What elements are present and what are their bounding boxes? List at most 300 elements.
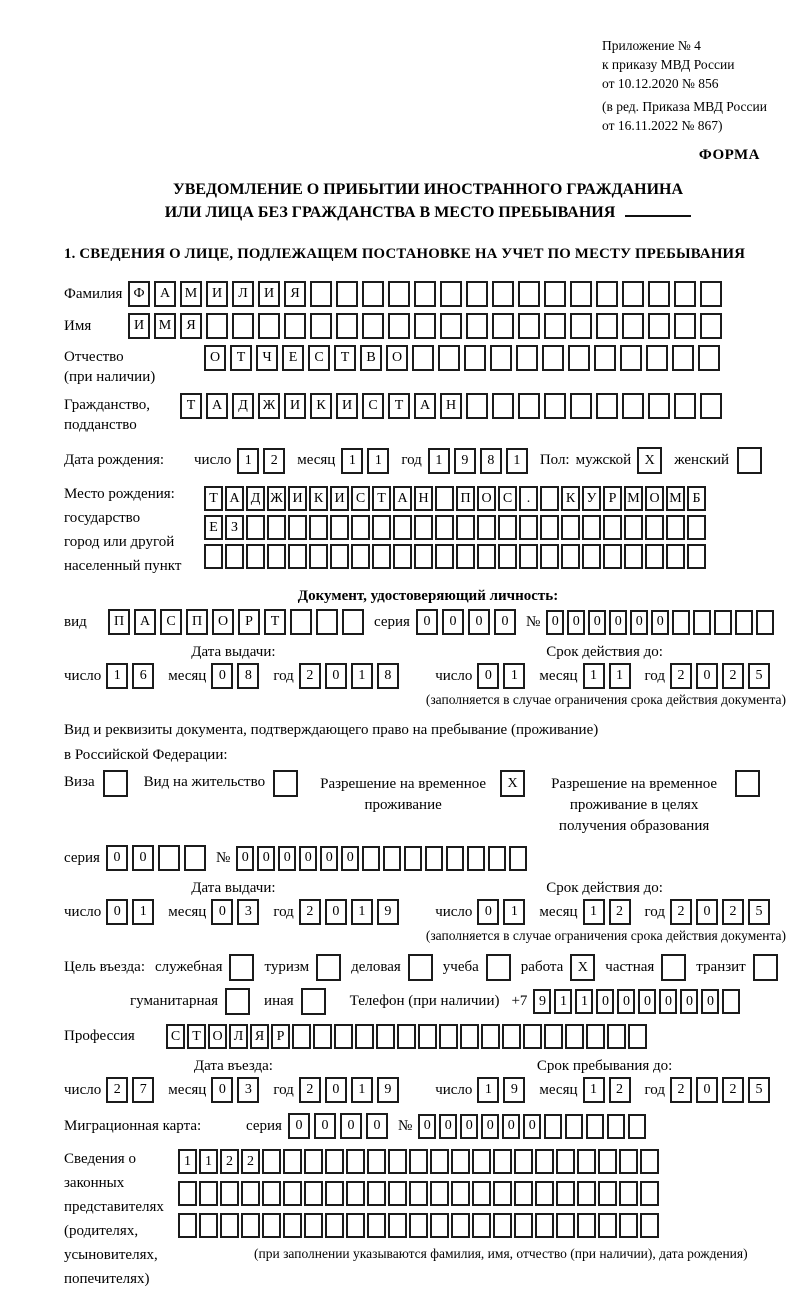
form-cell[interactable]: 9 <box>533 989 551 1014</box>
form-cell[interactable] <box>310 313 332 339</box>
form-cell[interactable] <box>514 1213 533 1238</box>
form-cell[interactable]: Е <box>282 345 304 371</box>
form-cell[interactable]: Р <box>271 1024 290 1049</box>
form-cell[interactable] <box>640 1181 659 1206</box>
form-cell[interactable] <box>624 544 643 569</box>
form-cell[interactable]: 0 <box>325 899 347 925</box>
form-cell[interactable]: 0 <box>299 846 317 871</box>
form-cell[interactable] <box>362 846 380 871</box>
form-cell[interactable]: 1 <box>341 448 363 474</box>
edu-permit-checkbox[interactable] <box>735 770 760 797</box>
form-cell[interactable]: У <box>582 486 601 511</box>
form-cell[interactable]: Р <box>238 609 260 635</box>
form-cell[interactable]: 1 <box>237 448 259 474</box>
form-cell[interactable] <box>451 1181 470 1206</box>
form-cell[interactable] <box>325 1213 344 1238</box>
form-cell[interactable] <box>330 515 349 540</box>
form-cell[interactable] <box>518 281 540 307</box>
form-cell[interactable] <box>561 544 580 569</box>
form-cell[interactable] <box>288 544 307 569</box>
form-cell[interactable]: 0 <box>211 1077 233 1103</box>
form-cell[interactable]: 0 <box>696 663 718 689</box>
form-cell[interactable] <box>514 1149 533 1174</box>
form-cell[interactable] <box>535 1149 554 1174</box>
form-cell[interactable] <box>540 544 559 569</box>
form-cell[interactable] <box>206 313 228 339</box>
purpose-work-checkbox[interactable]: X <box>570 954 595 981</box>
form-cell[interactable] <box>472 1149 491 1174</box>
form-cell[interactable] <box>283 1181 302 1206</box>
form-cell[interactable]: С <box>160 609 182 635</box>
form-cell[interactable]: 1 <box>583 663 605 689</box>
form-cell[interactable]: 0 <box>477 899 499 925</box>
form-cell[interactable]: Р <box>603 486 622 511</box>
form-cell[interactable] <box>556 1213 575 1238</box>
residence-permit-checkbox[interactable] <box>273 770 298 797</box>
form-cell[interactable] <box>355 1024 374 1049</box>
form-cell[interactable] <box>488 846 506 871</box>
form-cell[interactable] <box>362 313 384 339</box>
form-cell[interactable] <box>425 846 443 871</box>
form-cell[interactable]: 1 <box>178 1149 197 1174</box>
form-cell[interactable] <box>481 1024 500 1049</box>
form-cell[interactable] <box>544 1024 563 1049</box>
form-cell[interactable] <box>700 313 722 339</box>
form-cell[interactable] <box>309 544 328 569</box>
form-cell[interactable] <box>698 345 720 371</box>
form-cell[interactable] <box>622 393 644 419</box>
form-cell[interactable] <box>439 1024 458 1049</box>
form-cell[interactable]: 1 <box>575 989 593 1014</box>
form-cell[interactable] <box>544 1114 562 1139</box>
form-cell[interactable]: 0 <box>314 1113 336 1139</box>
form-cell[interactable]: 0 <box>211 663 233 689</box>
form-cell[interactable] <box>596 313 618 339</box>
form-cell[interactable] <box>519 515 538 540</box>
form-cell[interactable]: 5 <box>748 1077 770 1103</box>
form-cell[interactable] <box>493 1181 512 1206</box>
form-cell[interactable] <box>435 486 454 511</box>
form-cell[interactable] <box>220 1213 239 1238</box>
form-cell[interactable]: А <box>134 609 156 635</box>
form-cell[interactable] <box>570 281 592 307</box>
form-cell[interactable] <box>258 313 280 339</box>
form-cell[interactable]: 0 <box>418 1114 436 1139</box>
form-cell[interactable]: 8 <box>480 448 502 474</box>
form-cell[interactable]: 0 <box>481 1114 499 1139</box>
form-cell[interactable]: 0 <box>696 1077 718 1103</box>
purpose-private-checkbox[interactable] <box>661 954 686 981</box>
form-cell[interactable] <box>687 544 706 569</box>
form-cell[interactable]: 0 <box>651 610 669 635</box>
form-cell[interactable]: 0 <box>477 663 499 689</box>
form-cell[interactable]: 2 <box>609 1077 631 1103</box>
form-cell[interactable] <box>310 281 332 307</box>
form-cell[interactable] <box>456 515 475 540</box>
form-cell[interactable] <box>556 1149 575 1174</box>
form-cell[interactable]: 1 <box>351 1077 373 1103</box>
form-cell[interactable] <box>376 1024 395 1049</box>
form-cell[interactable]: 9 <box>377 1077 399 1103</box>
form-cell[interactable] <box>467 846 485 871</box>
form-cell[interactable] <box>535 1181 554 1206</box>
form-cell[interactable] <box>648 313 670 339</box>
form-cell[interactable] <box>607 1024 626 1049</box>
form-cell[interactable] <box>624 515 643 540</box>
form-cell[interactable]: 2 <box>722 1077 744 1103</box>
form-cell[interactable]: 0 <box>502 1114 520 1139</box>
form-cell[interactable] <box>619 1149 638 1174</box>
form-cell[interactable] <box>607 1114 625 1139</box>
form-cell[interactable] <box>438 345 460 371</box>
form-cell[interactable] <box>492 393 514 419</box>
form-cell[interactable] <box>648 281 670 307</box>
form-cell[interactable]: Д <box>232 393 254 419</box>
form-cell[interactable]: Т <box>264 609 286 635</box>
form-cell[interactable] <box>472 1213 491 1238</box>
form-cell[interactable] <box>290 609 312 635</box>
form-cell[interactable]: О <box>645 486 664 511</box>
form-cell[interactable]: И <box>284 393 306 419</box>
form-cell[interactable] <box>570 313 592 339</box>
form-cell[interactable]: И <box>336 393 358 419</box>
form-cell[interactable]: К <box>561 486 580 511</box>
temp-permit-checkbox[interactable]: X <box>500 770 525 797</box>
form-cell[interactable]: 0 <box>546 610 564 635</box>
form-cell[interactable] <box>535 1213 554 1238</box>
form-cell[interactable]: 0 <box>609 610 627 635</box>
form-cell[interactable] <box>645 515 664 540</box>
form-cell[interactable]: . <box>519 486 538 511</box>
form-cell[interactable] <box>309 515 328 540</box>
form-cell[interactable]: К <box>310 393 332 419</box>
form-cell[interactable]: Л <box>229 1024 248 1049</box>
form-cell[interactable]: 0 <box>630 610 648 635</box>
form-cell[interactable] <box>456 544 475 569</box>
form-cell[interactable]: А <box>206 393 228 419</box>
form-cell[interactable] <box>225 544 244 569</box>
form-cell[interactable]: Т <box>230 345 252 371</box>
form-cell[interactable] <box>640 1149 659 1174</box>
form-cell[interactable]: В <box>360 345 382 371</box>
form-cell[interactable] <box>477 515 496 540</box>
purpose-tourism-checkbox[interactable] <box>316 954 341 981</box>
form-cell[interactable] <box>466 393 488 419</box>
form-cell[interactable]: 8 <box>377 663 399 689</box>
form-cell[interactable] <box>586 1114 604 1139</box>
form-cell[interactable] <box>325 1149 344 1174</box>
form-cell[interactable]: П <box>186 609 208 635</box>
form-cell[interactable] <box>414 544 433 569</box>
form-cell[interactable] <box>262 1149 281 1174</box>
sex-female-checkbox[interactable] <box>737 447 762 474</box>
form-cell[interactable] <box>430 1149 449 1174</box>
form-cell[interactable]: Т <box>334 345 356 371</box>
form-cell[interactable]: 0 <box>659 989 677 1014</box>
form-cell[interactable] <box>409 1181 428 1206</box>
form-cell[interactable] <box>304 1213 323 1238</box>
form-cell[interactable]: 1 <box>477 1077 499 1103</box>
form-cell[interactable] <box>241 1213 260 1238</box>
form-cell[interactable] <box>582 544 601 569</box>
form-cell[interactable] <box>362 281 384 307</box>
form-cell[interactable] <box>158 845 180 871</box>
form-cell[interactable] <box>451 1213 470 1238</box>
form-cell[interactable]: 0 <box>567 610 585 635</box>
form-cell[interactable]: 2 <box>220 1149 239 1174</box>
form-cell[interactable]: 0 <box>325 1077 347 1103</box>
form-cell[interactable]: Т <box>204 486 223 511</box>
form-cell[interactable] <box>304 1181 323 1206</box>
form-cell[interactable] <box>666 515 685 540</box>
form-cell[interactable]: 3 <box>237 1077 259 1103</box>
form-cell[interactable] <box>346 1181 365 1206</box>
form-cell[interactable] <box>514 1181 533 1206</box>
form-cell[interactable] <box>518 393 540 419</box>
form-cell[interactable] <box>565 1114 583 1139</box>
form-cell[interactable]: 0 <box>617 989 635 1014</box>
form-cell[interactable] <box>509 846 527 871</box>
form-cell[interactable]: С <box>362 393 384 419</box>
form-cell[interactable]: 1 <box>351 899 373 925</box>
form-cell[interactable]: С <box>308 345 330 371</box>
form-cell[interactable] <box>490 345 512 371</box>
form-cell[interactable] <box>516 345 538 371</box>
form-cell[interactable]: 2 <box>670 663 692 689</box>
form-cell[interactable]: Т <box>388 393 410 419</box>
form-cell[interactable]: 5 <box>748 663 770 689</box>
form-cell[interactable] <box>178 1181 197 1206</box>
form-cell[interactable]: 0 <box>278 846 296 871</box>
form-cell[interactable]: 0 <box>320 846 338 871</box>
form-cell[interactable] <box>284 313 306 339</box>
form-cell[interactable] <box>594 345 616 371</box>
form-cell[interactable]: 5 <box>748 899 770 925</box>
form-cell[interactable] <box>325 1181 344 1206</box>
form-cell[interactable]: 0 <box>468 609 490 635</box>
form-cell[interactable]: 0 <box>439 1114 457 1139</box>
form-cell[interactable] <box>598 1181 617 1206</box>
form-cell[interactable] <box>304 1149 323 1174</box>
form-cell[interactable]: 7 <box>132 1077 154 1103</box>
form-cell[interactable] <box>446 846 464 871</box>
form-cell[interactable] <box>367 1213 386 1238</box>
form-cell[interactable]: К <box>309 486 328 511</box>
form-cell[interactable] <box>493 1213 512 1238</box>
form-cell[interactable] <box>440 313 462 339</box>
form-cell[interactable]: Е <box>204 515 223 540</box>
form-cell[interactable] <box>409 1149 428 1174</box>
form-cell[interactable]: 0 <box>696 899 718 925</box>
form-cell[interactable]: М <box>180 281 202 307</box>
form-cell[interactable] <box>672 610 690 635</box>
form-cell[interactable]: 2 <box>106 1077 128 1103</box>
form-cell[interactable]: 0 <box>325 663 347 689</box>
form-cell[interactable] <box>645 544 664 569</box>
form-cell[interactable] <box>199 1181 218 1206</box>
form-cell[interactable] <box>184 845 206 871</box>
form-cell[interactable] <box>414 515 433 540</box>
form-cell[interactable] <box>241 1181 260 1206</box>
form-cell[interactable]: 0 <box>341 846 359 871</box>
form-cell[interactable] <box>430 1213 449 1238</box>
form-cell[interactable] <box>674 393 696 419</box>
form-cell[interactable] <box>372 515 391 540</box>
form-cell[interactable]: С <box>498 486 517 511</box>
form-cell[interactable]: И <box>258 281 280 307</box>
form-cell[interactable] <box>292 1024 311 1049</box>
form-cell[interactable] <box>418 1024 437 1049</box>
form-cell[interactable]: 2 <box>722 663 744 689</box>
visa-checkbox[interactable] <box>103 770 128 797</box>
form-cell[interactable] <box>472 1181 491 1206</box>
form-cell[interactable] <box>570 393 592 419</box>
form-cell[interactable] <box>178 1213 197 1238</box>
form-cell[interactable]: Л <box>232 281 254 307</box>
form-cell[interactable] <box>498 544 517 569</box>
form-cell[interactable] <box>435 544 454 569</box>
form-cell[interactable] <box>246 544 265 569</box>
form-cell[interactable] <box>666 544 685 569</box>
form-cell[interactable] <box>714 610 732 635</box>
form-cell[interactable]: Н <box>440 393 462 419</box>
form-cell[interactable] <box>393 515 412 540</box>
form-cell[interactable]: 2 <box>241 1149 260 1174</box>
form-cell[interactable] <box>460 1024 479 1049</box>
form-cell[interactable]: Т <box>180 393 202 419</box>
form-cell[interactable]: 1 <box>503 663 525 689</box>
form-cell[interactable] <box>544 281 566 307</box>
form-cell[interactable]: 1 <box>351 663 373 689</box>
form-cell[interactable] <box>622 281 644 307</box>
form-cell[interactable] <box>409 1213 428 1238</box>
form-cell[interactable]: А <box>393 486 412 511</box>
form-cell[interactable]: А <box>154 281 176 307</box>
form-cell[interactable]: Б <box>687 486 706 511</box>
form-cell[interactable] <box>288 515 307 540</box>
form-cell[interactable] <box>640 1213 659 1238</box>
form-cell[interactable] <box>414 281 436 307</box>
form-cell[interactable] <box>492 313 514 339</box>
form-cell[interactable]: 0 <box>288 1113 310 1139</box>
form-cell[interactable] <box>492 281 514 307</box>
form-cell[interactable] <box>412 345 434 371</box>
form-cell[interactable]: Ч <box>256 345 278 371</box>
form-cell[interactable] <box>561 515 580 540</box>
form-cell[interactable] <box>367 1149 386 1174</box>
form-cell[interactable] <box>756 610 774 635</box>
form-cell[interactable] <box>199 1213 218 1238</box>
form-cell[interactable]: 0 <box>211 899 233 925</box>
form-cell[interactable] <box>628 1114 646 1139</box>
form-cell[interactable]: П <box>456 486 475 511</box>
sex-male-checkbox[interactable]: X <box>637 447 662 474</box>
form-cell[interactable] <box>542 345 564 371</box>
form-cell[interactable]: 0 <box>106 899 128 925</box>
form-cell[interactable] <box>603 544 622 569</box>
form-cell[interactable] <box>204 544 223 569</box>
form-cell[interactable]: О <box>386 345 408 371</box>
form-cell[interactable] <box>477 544 496 569</box>
form-cell[interactable]: 0 <box>106 845 128 871</box>
form-cell[interactable]: 9 <box>454 448 476 474</box>
form-cell[interactable] <box>466 313 488 339</box>
form-cell[interactable]: Ж <box>267 486 286 511</box>
form-cell[interactable] <box>619 1181 638 1206</box>
form-cell[interactable]: 0 <box>366 1113 388 1139</box>
form-cell[interactable]: 1 <box>583 1077 605 1103</box>
form-cell[interactable]: И <box>206 281 228 307</box>
form-cell[interactable] <box>283 1213 302 1238</box>
form-cell[interactable] <box>722 989 740 1014</box>
form-cell[interactable] <box>620 345 642 371</box>
form-cell[interactable] <box>267 515 286 540</box>
form-cell[interactable] <box>586 1024 605 1049</box>
form-cell[interactable] <box>336 281 358 307</box>
form-cell[interactable]: 9 <box>503 1077 525 1103</box>
form-cell[interactable]: О <box>204 345 226 371</box>
form-cell[interactable] <box>388 1213 407 1238</box>
form-cell[interactable] <box>388 1149 407 1174</box>
form-cell[interactable] <box>598 1149 617 1174</box>
form-cell[interactable] <box>351 544 370 569</box>
form-cell[interactable] <box>430 1181 449 1206</box>
form-cell[interactable]: О <box>477 486 496 511</box>
form-cell[interactable]: 2 <box>722 899 744 925</box>
form-cell[interactable]: 0 <box>132 845 154 871</box>
form-cell[interactable] <box>540 515 559 540</box>
form-cell[interactable]: 2 <box>670 899 692 925</box>
form-cell[interactable]: М <box>666 486 685 511</box>
purpose-study-checkbox[interactable] <box>486 954 511 981</box>
form-cell[interactable]: 0 <box>236 846 254 871</box>
form-cell[interactable] <box>577 1213 596 1238</box>
form-cell[interactable]: И <box>330 486 349 511</box>
form-cell[interactable]: Я <box>250 1024 269 1049</box>
form-cell[interactable]: Т <box>372 486 391 511</box>
form-cell[interactable]: Н <box>414 486 433 511</box>
form-cell[interactable]: 1 <box>199 1149 218 1174</box>
form-cell[interactable] <box>388 313 410 339</box>
form-cell[interactable]: Т <box>187 1024 206 1049</box>
form-cell[interactable] <box>674 281 696 307</box>
form-cell[interactable]: Д <box>246 486 265 511</box>
form-cell[interactable]: 0 <box>494 609 516 635</box>
form-cell[interactable] <box>519 544 538 569</box>
form-cell[interactable]: И <box>128 313 150 339</box>
form-cell[interactable] <box>693 610 711 635</box>
form-cell[interactable]: 1 <box>503 899 525 925</box>
form-cell[interactable] <box>577 1149 596 1174</box>
form-cell[interactable] <box>544 313 566 339</box>
form-cell[interactable]: И <box>288 486 307 511</box>
form-cell[interactable]: М <box>624 486 643 511</box>
form-cell[interactable] <box>372 544 391 569</box>
form-cell[interactable] <box>540 486 559 511</box>
form-cell[interactable] <box>397 1024 416 1049</box>
form-cell[interactable] <box>367 1181 386 1206</box>
form-cell[interactable] <box>383 846 401 871</box>
form-cell[interactable] <box>493 1149 512 1174</box>
form-cell[interactable] <box>556 1181 575 1206</box>
form-cell[interactable]: 2 <box>670 1077 692 1103</box>
form-cell[interactable]: 0 <box>257 846 275 871</box>
form-cell[interactable]: О <box>208 1024 227 1049</box>
form-cell[interactable] <box>246 515 265 540</box>
form-cell[interactable]: 1 <box>583 899 605 925</box>
purpose-official-checkbox[interactable] <box>229 954 254 981</box>
form-cell[interactable]: 1 <box>106 663 128 689</box>
